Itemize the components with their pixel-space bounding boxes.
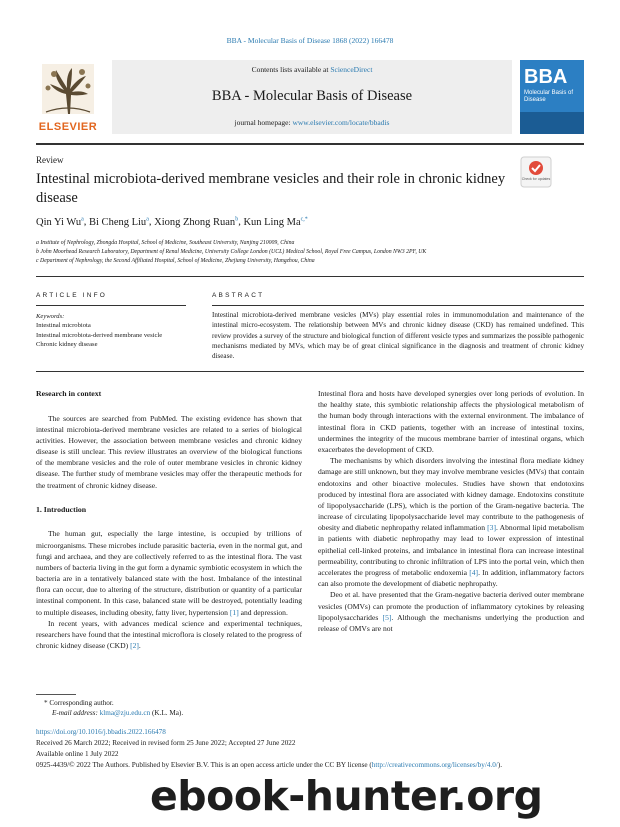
history-dates: Received 26 March 2022; Received in revised form 25 June 2022; Accepted 27 June 2022 [36, 739, 296, 747]
check-for-updates-badge[interactable] [520, 156, 552, 188]
keyword-2: Intestinal microbiota-derived membrane vesicle [36, 331, 163, 339]
article-title: Intestinal microbiota-derived membrane vesicles and their role in chronic kidney disease [36, 171, 506, 206]
left-column [36, 388, 302, 651]
introduction-heading: 1. Introduction [36, 504, 87, 514]
license-line: 0925-4439/© 2022 The Authors. Published by Elsevier B.V. This is an open access article under the CC BY license (http://creativecommons.org/licenses/by/4.0/). [36, 761, 503, 769]
keyword-3: Chronic kidney disease [36, 341, 98, 349]
ref-4-link[interactable]: [4] [469, 568, 479, 577]
journal-masthead [36, 60, 584, 140]
author-1[interactable]: Qin Yi Wu$^a$ [36, 216, 84, 228]
keywords-block [36, 312, 186, 349]
introduction-paragraph-1: The human gut, especially the large intestine, is occupied by trillions of microorganisms. These microbes include parasitic bacteria, even in the normal gut, and fungi and archaea, and they are collectively referred to as the intestinal flora. The vast numbers of bacteria living in the gut form a dynamic symbiotic ecosystem in which the bacteria are in a tentatively balanced state with the host. Imbalance of the intestinal flora can occur, due to altering of the structure, distribution or quantity of a particular intestinal component. In this case, balanced state will be destroyed, potentially leading to multiple diseases, including obesity, fatty liver, hypertension [1] and depression. [36, 529, 302, 617]
abstract-divider [36, 371, 584, 372]
homepage-prefix: journal homepage: [234, 118, 293, 127]
keywords-label: Keywords: [36, 313, 65, 320]
watermark: ebook-hunter.org [150, 772, 543, 820]
contents-prefix: Contents lists available at [251, 65, 331, 74]
author-4[interactable]: Kun Ling $Ma^{c,*}$ [243, 216, 308, 228]
abstract-rule [212, 305, 584, 306]
available-online: Available online 1 July 2022 [36, 750, 119, 758]
right-paragraph-3: Deo et al. have presented that the Gram-negative bacteria derived outer membrane vesicles (OMVs) can promote the production of inflammatory cytokines by releasing lipopolysaccharides [5]. Although the mechanisms underlying the production and release of OMVs are not [318, 590, 584, 633]
research-context-heading: Research in context [36, 389, 102, 398]
ref-1-link[interactable]: [1] [229, 607, 239, 617]
check-badge-label: Check for updates [521, 177, 551, 181]
homepage-link[interactable]: www.elsevier.com/locate/bbadis [292, 118, 390, 127]
journal-info-band [112, 60, 512, 134]
footnote-rule [36, 694, 76, 695]
abstract-text: Intestinal microbiota-derived membrane vesicles (MVs) play essential roles in immunomodulation and maintenance of the intestinal micro-ecosystem. The relationship between MVs and chronic kidney disease (CKD) has remained undefined. This review provides a survey of the structure and biological function of different vesicle types and summarizes the possible pathogenic mechanisms mediated by MVs, which may be of great clinical significance in the diagnosis and treatment of chronic kidney disease. [212, 311, 584, 361]
elsevier-logo[interactable] [36, 60, 100, 134]
email-line: E-mail address: klma@zju.edu.cn (K.L. Ma). [52, 709, 184, 717]
elsevier-wordmark: ELSEVIER [38, 121, 98, 133]
cover-subtitle: Molecular Basis of Disease [524, 90, 574, 104]
affiliation-c: c Department of Nephrology, the Second Affiliated Hospital, School of Medicine, Zhejiang University, Hangzhou, China [36, 258, 315, 264]
article-info-heading: ARTICLE INFO [36, 292, 108, 299]
author-3[interactable]: Xiong Zhong Ruan$^b$ [154, 216, 239, 228]
affiliation-a: a Institute of Nephrology, Zhongda Hospital, School of Medicine, Southeast University, Nanjing 210009, China [36, 240, 295, 246]
running-header[interactable]: BBA - Molecular Basis of Disease 1868 (2022) 166478 [226, 36, 394, 45]
keyword-1: Intestinal microbiota [36, 322, 91, 330]
cover-stripe [520, 112, 584, 134]
journal-cover-image[interactable] [520, 60, 584, 134]
email-link[interactable]: klma@zju.edu.cn [99, 709, 151, 717]
affiliations-divider [36, 276, 584, 277]
doi-link[interactable]: https://doi.org/10.1016/j.bbadis.2022.166478 [36, 728, 166, 736]
check-for-updates-icon [520, 156, 552, 188]
ref-3-link[interactable]: [3] [487, 523, 497, 533]
article-info-rule [36, 305, 186, 306]
abstract-heading: ABSTRACT [212, 292, 265, 299]
masthead-divider [36, 143, 584, 145]
research-context-text: The sources are searched from PubMed. The existing evidence has shown that intestinal microbiota-derived membrane vesicles are related to a series of biological activities. However, the association between membrane vesicles and chronic kidney disease is still unclear. This review illustrates an overview of the biological functions of the membrane vesicles and the role of outer membrane vesicles in chronic kidney disease. The further study of membrane vesicles may offer the therapeutic methods for the treatment of chronic kidney disease. [36, 413, 302, 490]
license-link[interactable]: http://creativecommons.org/licenses/by/4.0/ [371, 761, 498, 769]
sciencedirect-link[interactable]: ScienceDirect [330, 65, 373, 74]
author-2[interactable]: Bi Cheng Liu$^a$ [89, 216, 149, 228]
corresponding-author-note: * Corresponding author. [44, 699, 114, 707]
right-paragraph-1: Intestinal flora and hosts have developed synergies over long periods of evolution. In the healthy state, this symbiotic relationship affects the physiological metabolism of the human body through interactions with the external environment. The imbalance of intestinal flora in CKD patients, together with an increase of intestinal toxins, undermines the integrity of the mucous membrane barrier of intestinal organs, which exacerbates the development of CKD. [318, 389, 584, 454]
right-paragraph-2: The mechanisms by which disorders involving the intestinal flora mediate kidney damage are still unknown, but they may involve membrane vesicles (MVs) that contain endotoxins and other bioactive molecules. Studies have shown that endotoxins produced by intestinal flora are associated with kidney damage. Endotoxins constitute of lipopolysaccharide (LPS), which is the portion of the Gram-negative bacteria. The increase of circulating lipopolysaccharide level may contribute to the pathogenesis of obesity and diabetic nephropathy related inflammation [3]. Abnormal lipid metabolism in patients with diabetic nephropathy may lead to lower expression of intestinal epithelial cell-linked proteins, and imbalance in intestinal flora can increase intestinal permeability, contributing to chronic infiltration of LPS into the portal vein, which then accelerates the progress of metabolic endoxemia [4]. In addition, inflammatory factors can also promote the development of diabetic nephropathy. [318, 456, 584, 589]
cover-title: BBA [524, 66, 568, 88]
journal-title: BBA - Molecular Basis of Disease [211, 88, 413, 104]
homepage-line [112, 118, 512, 127]
contents-line [112, 65, 512, 74]
right-column [318, 388, 584, 634]
article-type: Review [36, 155, 64, 165]
elsevier-tree-icon [42, 64, 94, 114]
affiliation-b: b John Moorhead Research Laboratory, Department of Renal Medicine, University College London (UCL) Medical School, Royal Free Campus, London NW3 2PF, UK [36, 249, 427, 255]
ref-5-link[interactable]: [5] [382, 612, 392, 622]
ref-2-link[interactable]: [2] [130, 641, 139, 651]
author-list: Qin Yi Wu$^a$, Bi Cheng Liu$^a$, Xiong Zhong Ruan$^b$, Kun Ling $Ma^{c,*}$ [36, 216, 308, 228]
introduction-paragraph-2: In recent years, with advances medical science and experimental techniques, researchers have found that the intestinal microflora is closely related to the progress of chronic kidney disease (CKD) [2]. [36, 618, 302, 651]
